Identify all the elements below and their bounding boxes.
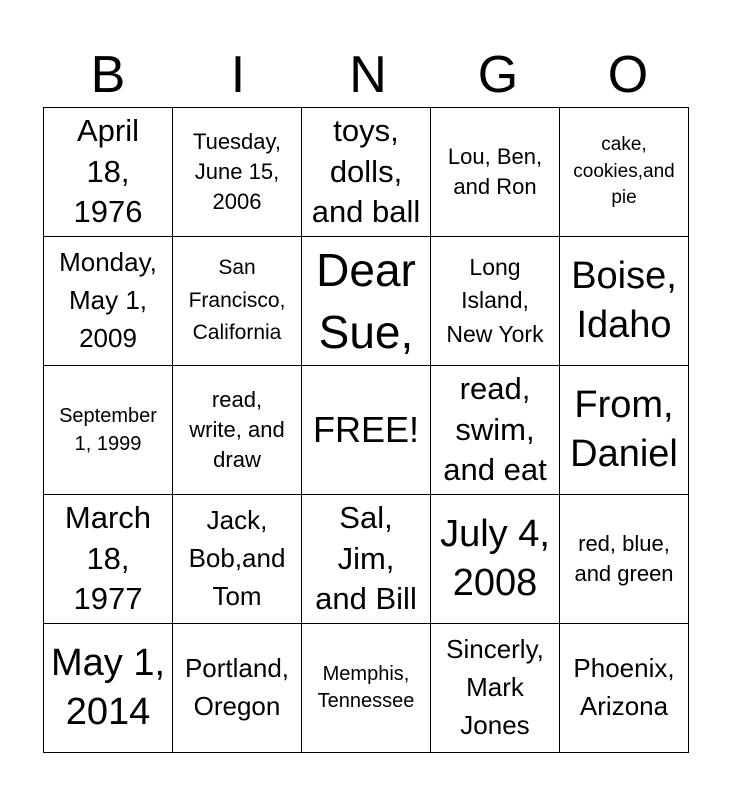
- cell-text: cake, cookies,and pie: [573, 134, 675, 209]
- bingo-row: [44, 495, 689, 624]
- bingo-row: [44, 366, 689, 495]
- bingo-cell[interactable]: [173, 366, 302, 495]
- bingo-cell[interactable]: [44, 624, 173, 753]
- cell-text: Phoenix, Arizona: [573, 653, 675, 721]
- bingo-cell[interactable]: [431, 495, 560, 624]
- header-letter-b: B: [90, 46, 126, 104]
- bingo-row: [44, 237, 689, 366]
- header-letter-i: I: [230, 46, 246, 104]
- header-letter-o: O: [607, 46, 649, 104]
- bingo-cell[interactable]: [560, 366, 689, 495]
- cell-text: Tuesday, June 15, 2006: [192, 129, 282, 214]
- bingo-cell[interactable]: [173, 108, 302, 237]
- cell-text: red, blue, and green: [574, 531, 674, 586]
- bingo-cell[interactable]: [560, 237, 689, 366]
- bingo-cell[interactable]: [173, 624, 302, 753]
- header-letter-n: N: [349, 46, 387, 104]
- bingo-cell[interactable]: [431, 366, 560, 495]
- header-letter-g: G: [477, 46, 519, 104]
- bingo-cell[interactable]: [44, 366, 173, 495]
- bingo-cell[interactable]: [44, 237, 173, 366]
- bingo-row: [44, 624, 689, 753]
- cell-text: Portland, Oregon: [184, 653, 290, 721]
- cell-text: April 18, 1976: [73, 112, 143, 230]
- cell-text: Sal, Jim, and Bill: [315, 499, 417, 617]
- cell-text: Jack, Bob,and Tom: [188, 505, 286, 611]
- cell-text: toys, dolls, and ball: [311, 112, 421, 230]
- bingo-header: [43, 44, 693, 106]
- bingo-cell[interactable]: [431, 108, 560, 237]
- cell-text: Lou, Ben, and Ron: [447, 144, 543, 199]
- bingo-cell[interactable]: [560, 108, 689, 237]
- bingo-row: [44, 108, 689, 237]
- bingo-cell[interactable]: [173, 495, 302, 624]
- bingo-cell[interactable]: [431, 624, 560, 753]
- free-space-label: FREE!: [312, 408, 419, 450]
- cell-text: March 18, 1977: [64, 499, 152, 617]
- bingo-card: [43, 107, 689, 753]
- cell-text: read, swim, and eat: [443, 370, 547, 488]
- bingo-cell[interactable]: [560, 495, 689, 624]
- cell-text: read, write, and draw: [189, 387, 285, 472]
- bingo-cell[interactable]: [431, 237, 560, 366]
- cell-text: July 4, 2008: [440, 512, 550, 604]
- bingo-cell[interactable]: [302, 624, 431, 753]
- cell-text: From, Daniel: [570, 383, 678, 475]
- cell-text: September 1, 1999: [59, 405, 157, 455]
- cell-text: May 1, 2014: [50, 641, 166, 733]
- bingo-cell[interactable]: [560, 624, 689, 753]
- bingo-cell[interactable]: [44, 108, 173, 237]
- bingo-cell[interactable]: [302, 495, 431, 624]
- cell-text: Memphis, Tennessee: [317, 663, 415, 712]
- cell-text: Monday, May 1, 2009: [59, 247, 157, 353]
- bingo-cell[interactable]: [302, 108, 431, 237]
- cell-text: Dear Sue,: [316, 243, 416, 358]
- bingo-cell[interactable]: [44, 495, 173, 624]
- bingo-cell[interactable]: [173, 237, 302, 366]
- cell-text: Boise, Idaho: [571, 254, 677, 346]
- bingo-cell[interactable]: [302, 237, 431, 366]
- free-space[interactable]: [302, 366, 431, 495]
- cell-text: Sincerly, Mark Jones: [446, 634, 544, 740]
- cell-text: Long Island, New York: [446, 253, 544, 347]
- cell-text: San Francisco, California: [188, 256, 286, 345]
